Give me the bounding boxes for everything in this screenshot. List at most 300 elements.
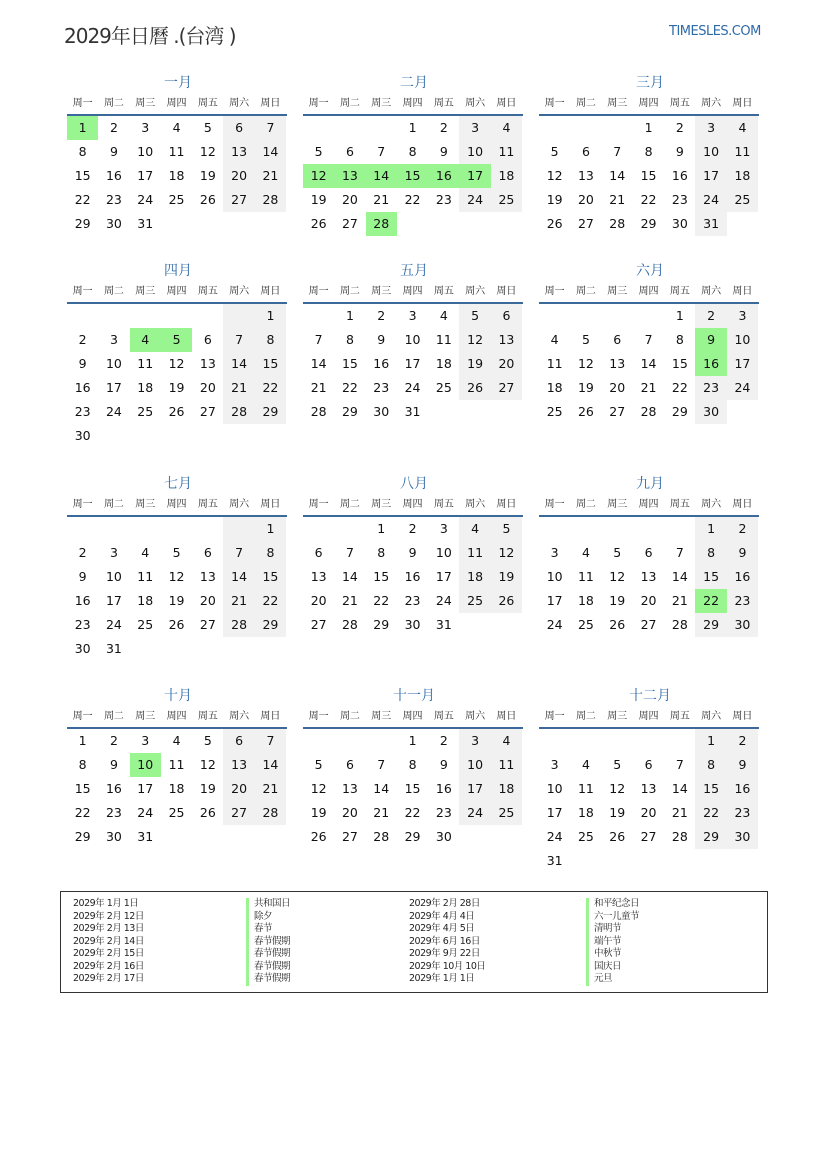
- day-cell: 21: [373, 192, 390, 207]
- day-cell: 19: [310, 805, 327, 820]
- weekday-label: 周四: [402, 499, 423, 510]
- weekday-label: 周三: [135, 499, 156, 510]
- day-cell: 11: [168, 144, 185, 159]
- day-cell: 6: [644, 757, 653, 772]
- empty-cell: [570, 517, 601, 541]
- weekday-header: [539, 94, 761, 114]
- day-cell: 6: [223, 116, 254, 140]
- day-cell: 25: [137, 617, 154, 632]
- day-cell: 22: [341, 380, 358, 395]
- day-cell: 21: [223, 589, 254, 613]
- weekday-label: 周三: [135, 286, 156, 297]
- day-cell: 28: [640, 404, 657, 419]
- day-cell: 17: [695, 164, 726, 188]
- day-cell: 15: [640, 168, 657, 183]
- day-cell: 29: [255, 400, 286, 424]
- day-cell: 8: [78, 757, 87, 772]
- day-cell: 24: [435, 593, 452, 608]
- empty-cell: [570, 304, 601, 328]
- holiday-day-cell: 4: [130, 328, 161, 352]
- legend-holiday-name: 春节假期: [246, 973, 290, 986]
- weekday-label: 周一: [544, 286, 565, 297]
- day-cell: 7: [644, 332, 653, 347]
- day-cell: 13: [609, 356, 626, 371]
- month-block: [67, 473, 289, 661]
- day-cell: 1: [377, 521, 386, 536]
- day-cell: 7: [377, 757, 386, 772]
- month-name: 四月: [164, 263, 192, 279]
- day-cell: 16: [373, 356, 390, 371]
- day-cell: 19: [546, 192, 563, 207]
- weekday-label: 周日: [496, 98, 517, 109]
- day-cell: 7: [223, 541, 254, 565]
- day-cell: 30: [74, 641, 91, 656]
- day-cell: 31: [105, 641, 122, 656]
- day-cell: 21: [671, 805, 688, 820]
- weekday-label: 周四: [638, 286, 659, 297]
- empty-cell: [303, 116, 334, 140]
- day-cell: 4: [581, 757, 590, 772]
- day-cell: 7: [255, 116, 286, 140]
- day-cell: 6: [203, 332, 212, 347]
- empty-cell: [192, 304, 223, 328]
- day-cell: 26: [199, 192, 216, 207]
- day-cell: 15: [671, 356, 688, 371]
- day-cell: 7: [255, 729, 286, 753]
- day-cell: 19: [199, 168, 216, 183]
- month-block: [67, 260, 289, 448]
- weekday-header: [67, 707, 289, 727]
- legend-holiday-name: 春节: [246, 923, 290, 936]
- day-cell: 11: [137, 356, 154, 371]
- day-cell: 3: [109, 545, 118, 560]
- day-cell: 1: [255, 304, 286, 328]
- weekday-label: 周四: [166, 499, 187, 510]
- day-cell: 20: [223, 164, 254, 188]
- day-cell: 20: [199, 380, 216, 395]
- day-cell: 8: [377, 545, 386, 560]
- month-block: [539, 473, 761, 637]
- day-cell: 4: [491, 116, 522, 140]
- day-cell: 26: [310, 829, 327, 844]
- day-cell: 27: [577, 216, 594, 231]
- day-cell: 26: [168, 404, 185, 419]
- day-cell: 11: [459, 541, 490, 565]
- weekday-label: 周一: [72, 499, 93, 510]
- day-cell: 3: [141, 120, 150, 135]
- day-cell: 17: [435, 569, 452, 584]
- weekday-label: 周日: [260, 98, 281, 109]
- weekday-label: 周日: [496, 711, 517, 722]
- day-cell: 5: [581, 332, 590, 347]
- day-cell: 18: [491, 777, 522, 801]
- weekday-header: [539, 707, 761, 727]
- day-cell: 16: [671, 168, 688, 183]
- day-cell: 19: [459, 352, 490, 376]
- day-cell: 8: [408, 757, 417, 772]
- weekday-label: 周六: [229, 711, 250, 722]
- weekday-label: 周五: [433, 499, 454, 510]
- day-cell: 18: [137, 593, 154, 608]
- day-cell: 15: [74, 781, 91, 796]
- day-cell: 27: [310, 617, 327, 632]
- day-cell: 12: [168, 356, 185, 371]
- day-cell: 20: [640, 805, 657, 820]
- day-cell: 21: [255, 164, 286, 188]
- day-cell: 6: [345, 144, 354, 159]
- day-cell: 23: [74, 617, 91, 632]
- holiday-day-cell: 15: [397, 164, 428, 188]
- day-cell: 28: [223, 400, 254, 424]
- weekday-label: 周四: [402, 711, 423, 722]
- day-cell: 19: [310, 192, 327, 207]
- weekday-label: 周四: [166, 286, 187, 297]
- day-cell: 11: [491, 753, 522, 777]
- weekday-label: 周一: [72, 286, 93, 297]
- day-cell: 7: [377, 144, 386, 159]
- day-cell: 25: [491, 188, 522, 212]
- empty-cell: [334, 517, 365, 541]
- day-cell: 10: [459, 753, 490, 777]
- legend-holiday-name: 和平纪念日: [586, 898, 639, 911]
- empty-cell: [602, 729, 633, 753]
- day-cell: 10: [105, 569, 122, 584]
- day-cell: 13: [199, 356, 216, 371]
- day-cell: 22: [671, 380, 688, 395]
- weekday-header: [303, 282, 525, 302]
- day-cell: 30: [727, 613, 758, 637]
- holiday-day-cell: 12: [303, 164, 334, 188]
- day-cell: 2: [695, 304, 726, 328]
- day-cell: 28: [255, 801, 286, 825]
- brand-link[interactable]: TIMESLES.COM: [669, 24, 761, 39]
- day-cell: 10: [137, 144, 154, 159]
- day-grid: [539, 116, 761, 236]
- month-block: [303, 260, 525, 424]
- day-cell: 23: [727, 801, 758, 825]
- day-cell: 14: [609, 168, 626, 183]
- day-cell: 1: [408, 120, 417, 135]
- day-cell: 2: [109, 120, 118, 135]
- day-cell: 1: [695, 517, 726, 541]
- day-cell: 6: [613, 332, 622, 347]
- day-cell: 15: [695, 777, 726, 801]
- day-cell: 24: [404, 380, 421, 395]
- weekday-label: 周一: [308, 711, 329, 722]
- weekday-label: 周五: [433, 286, 454, 297]
- weekday-label: 周一: [308, 98, 329, 109]
- legend-dates-left: [73, 898, 144, 986]
- empty-cell: [161, 304, 192, 328]
- day-cell: 26: [609, 829, 626, 844]
- day-cell: 15: [255, 352, 286, 376]
- day-cell: 19: [609, 593, 626, 608]
- weekday-label: 周二: [103, 499, 124, 510]
- day-cell: 18: [435, 356, 452, 371]
- empty-cell: [602, 304, 633, 328]
- month-block: [67, 72, 289, 236]
- day-cell: 13: [223, 753, 254, 777]
- weekday-label: 周三: [135, 711, 156, 722]
- day-cell: 24: [546, 829, 563, 844]
- day-cell: 23: [74, 404, 91, 419]
- day-cell: 14: [255, 753, 286, 777]
- day-cell: 12: [609, 781, 626, 796]
- day-cell: 12: [609, 569, 626, 584]
- day-cell: 9: [78, 356, 87, 371]
- day-cell: 10: [546, 781, 563, 796]
- weekday-label: 周四: [166, 711, 187, 722]
- day-cell: 6: [223, 729, 254, 753]
- day-cell: 16: [74, 593, 91, 608]
- day-cell: 27: [223, 801, 254, 825]
- day-grid: [67, 729, 289, 849]
- day-cell: 6: [314, 545, 323, 560]
- day-cell: 27: [223, 188, 254, 212]
- month-name: 八月: [400, 476, 428, 492]
- day-cell: 31: [137, 216, 154, 231]
- month-block: [303, 685, 525, 849]
- day-cell: 2: [78, 332, 87, 347]
- weekday-header: [303, 495, 525, 515]
- day-cell: 30: [105, 829, 122, 844]
- day-cell: 24: [105, 404, 122, 419]
- weekday-label: 周五: [433, 98, 454, 109]
- day-cell: 7: [613, 144, 622, 159]
- day-cell: 29: [74, 216, 91, 231]
- day-cell: 7: [314, 332, 323, 347]
- day-cell: 10: [727, 328, 758, 352]
- day-cell: 13: [491, 328, 522, 352]
- day-cell: 23: [105, 192, 122, 207]
- month-block: [303, 72, 525, 236]
- holiday-day-cell: 22: [695, 589, 726, 613]
- page-title: 2029年日曆 .(台湾 ): [64, 24, 236, 48]
- empty-cell: [334, 729, 365, 753]
- day-cell: 9: [727, 753, 758, 777]
- day-cell: 11: [546, 356, 563, 371]
- day-cell: 28: [671, 617, 688, 632]
- weekday-header: [539, 282, 761, 302]
- day-cell: 24: [459, 801, 490, 825]
- legend-holiday-date: 2029年 2月 17日: [73, 973, 144, 984]
- weekday-label: 周五: [669, 98, 690, 109]
- day-cell: 30: [435, 829, 452, 844]
- legend-names-right: [586, 898, 639, 986]
- holiday-legend: [60, 891, 768, 993]
- weekday-label: 周一: [72, 711, 93, 722]
- day-cell: 15: [695, 565, 726, 589]
- legend-holiday-date: 2029年 1月 1日: [409, 973, 475, 984]
- legend-holiday-date: 2029年 2月 12日: [73, 910, 144, 922]
- weekday-header: [67, 282, 289, 302]
- day-cell: 30: [727, 825, 758, 849]
- weekday-header: [539, 495, 761, 515]
- day-cell: 17: [137, 168, 154, 183]
- empty-cell: [130, 517, 161, 541]
- weekday-label: 周二: [103, 286, 124, 297]
- month-name: 二月: [400, 75, 428, 91]
- day-cell: 3: [408, 308, 417, 323]
- legend-holiday-name: 春节假期: [246, 948, 290, 961]
- day-cell: 16: [105, 168, 122, 183]
- day-cell: 25: [168, 805, 185, 820]
- empty-cell: [570, 116, 601, 140]
- month-block: [67, 685, 289, 849]
- day-cell: 30: [404, 617, 421, 632]
- weekday-label: 周一: [308, 499, 329, 510]
- day-cell: 28: [341, 617, 358, 632]
- day-cell: 3: [141, 733, 150, 748]
- day-cell: 22: [373, 593, 390, 608]
- legend-holiday-name: 中秋节: [586, 948, 639, 961]
- holiday-day-cell: 10: [130, 753, 161, 777]
- day-cell: 12: [546, 168, 563, 183]
- day-cell: 22: [74, 805, 91, 820]
- weekday-label: 周三: [371, 499, 392, 510]
- day-cell: 20: [577, 192, 594, 207]
- day-cell: 6: [644, 545, 653, 560]
- day-cell: 11: [435, 332, 452, 347]
- day-cell: 2: [727, 517, 758, 541]
- day-cell: 5: [172, 545, 181, 560]
- empty-cell: [303, 304, 334, 328]
- day-cell: 12: [199, 757, 216, 772]
- day-cell: 30: [74, 428, 91, 443]
- day-cell: 28: [223, 613, 254, 637]
- day-cell: 14: [341, 569, 358, 584]
- day-cell: 1: [255, 517, 286, 541]
- empty-cell: [98, 517, 129, 541]
- day-cell: 15: [255, 565, 286, 589]
- day-cell: 23: [727, 589, 758, 613]
- weekday-label: 周二: [339, 499, 360, 510]
- day-cell: 15: [404, 781, 421, 796]
- legend-holiday-date: 2029年 6月 16日: [409, 935, 480, 947]
- day-cell: 10: [435, 545, 452, 560]
- day-cell: 18: [137, 380, 154, 395]
- empty-cell: [303, 729, 334, 753]
- day-cell: 9: [439, 757, 448, 772]
- empty-cell: [161, 517, 192, 541]
- day-cell: 10: [105, 356, 122, 371]
- weekday-label: 周六: [701, 499, 722, 510]
- legend-holiday-date: 2029年 2月 16日: [73, 960, 144, 972]
- empty-cell: [366, 116, 397, 140]
- weekday-label: 周一: [544, 98, 565, 109]
- day-cell: 17: [137, 781, 154, 796]
- weekday-label: 周六: [465, 286, 486, 297]
- legend-holiday-name: 端午节: [586, 936, 639, 949]
- day-cell: 4: [439, 308, 448, 323]
- day-cell: 18: [168, 781, 185, 796]
- weekday-header: [67, 94, 289, 114]
- holiday-day-cell: 13: [334, 164, 365, 188]
- empty-cell: [664, 517, 695, 541]
- day-cell: 7: [675, 757, 684, 772]
- month-block: [539, 260, 761, 424]
- day-cell: 15: [373, 569, 390, 584]
- empty-cell: [366, 729, 397, 753]
- day-cell: 4: [141, 545, 150, 560]
- day-cell: 25: [137, 404, 154, 419]
- day-cell: 8: [255, 328, 286, 352]
- day-cell: 16: [435, 781, 452, 796]
- day-cell: 23: [373, 380, 390, 395]
- day-cell: 27: [491, 376, 522, 400]
- day-cell: 7: [223, 328, 254, 352]
- day-cell: 18: [491, 164, 522, 188]
- day-cell: 8: [695, 541, 726, 565]
- day-grid: [303, 116, 525, 236]
- weekday-label: 周一: [544, 711, 565, 722]
- day-cell: 20: [199, 593, 216, 608]
- day-cell: 21: [255, 777, 286, 801]
- day-cell: 12: [459, 328, 490, 352]
- day-cell: 13: [640, 781, 657, 796]
- day-cell: 17: [727, 352, 758, 376]
- legend-holiday-name: 春节假期: [246, 961, 290, 974]
- legend-holiday-name: 除夕: [246, 911, 290, 924]
- day-cell: 3: [695, 116, 726, 140]
- day-cell: 20: [310, 593, 327, 608]
- empty-cell: [570, 729, 601, 753]
- day-cell: 2: [727, 729, 758, 753]
- day-cell: 2: [78, 545, 87, 560]
- weekday-label: 周日: [260, 286, 281, 297]
- day-cell: 24: [727, 376, 758, 400]
- day-cell: 14: [255, 140, 286, 164]
- legend-holiday-date: 2029年 2月 13日: [73, 923, 144, 934]
- weekday-label: 周日: [496, 499, 517, 510]
- day-cell: 26: [491, 589, 522, 613]
- legend-holiday-date: 2029年 1月 1日: [73, 898, 139, 909]
- day-cell: 1: [644, 120, 653, 135]
- day-cell: 3: [727, 304, 758, 328]
- day-cell: 3: [109, 332, 118, 347]
- day-cell: 15: [74, 168, 91, 183]
- day-cell: 7: [345, 545, 354, 560]
- day-cell: 18: [459, 565, 490, 589]
- day-grid: [303, 517, 525, 637]
- holiday-day-cell: 9: [695, 328, 726, 352]
- day-cell: 9: [109, 144, 118, 159]
- legend-names-left: [246, 898, 290, 986]
- day-cell: 6: [581, 144, 590, 159]
- legend-dates-right: [409, 898, 485, 986]
- day-cell: 16: [727, 777, 758, 801]
- day-cell: 21: [373, 805, 390, 820]
- weekday-label: 周二: [575, 499, 596, 510]
- day-cell: 19: [199, 781, 216, 796]
- weekday-header: [303, 707, 525, 727]
- day-cell: 28: [373, 829, 390, 844]
- weekday-label: 周三: [371, 286, 392, 297]
- day-cell: 6: [345, 757, 354, 772]
- weekday-label: 周日: [260, 711, 281, 722]
- month-name: 九月: [636, 476, 664, 492]
- weekday-label: 周三: [607, 98, 628, 109]
- day-cell: 30: [671, 216, 688, 231]
- holiday-day-cell: 14: [366, 164, 397, 188]
- day-cell: 5: [203, 733, 212, 748]
- day-cell: 4: [172, 733, 181, 748]
- day-cell: 6: [491, 304, 522, 328]
- day-cell: 20: [640, 593, 657, 608]
- empty-cell: [223, 304, 254, 328]
- day-cell: 9: [675, 144, 684, 159]
- day-cell: 6: [203, 545, 212, 560]
